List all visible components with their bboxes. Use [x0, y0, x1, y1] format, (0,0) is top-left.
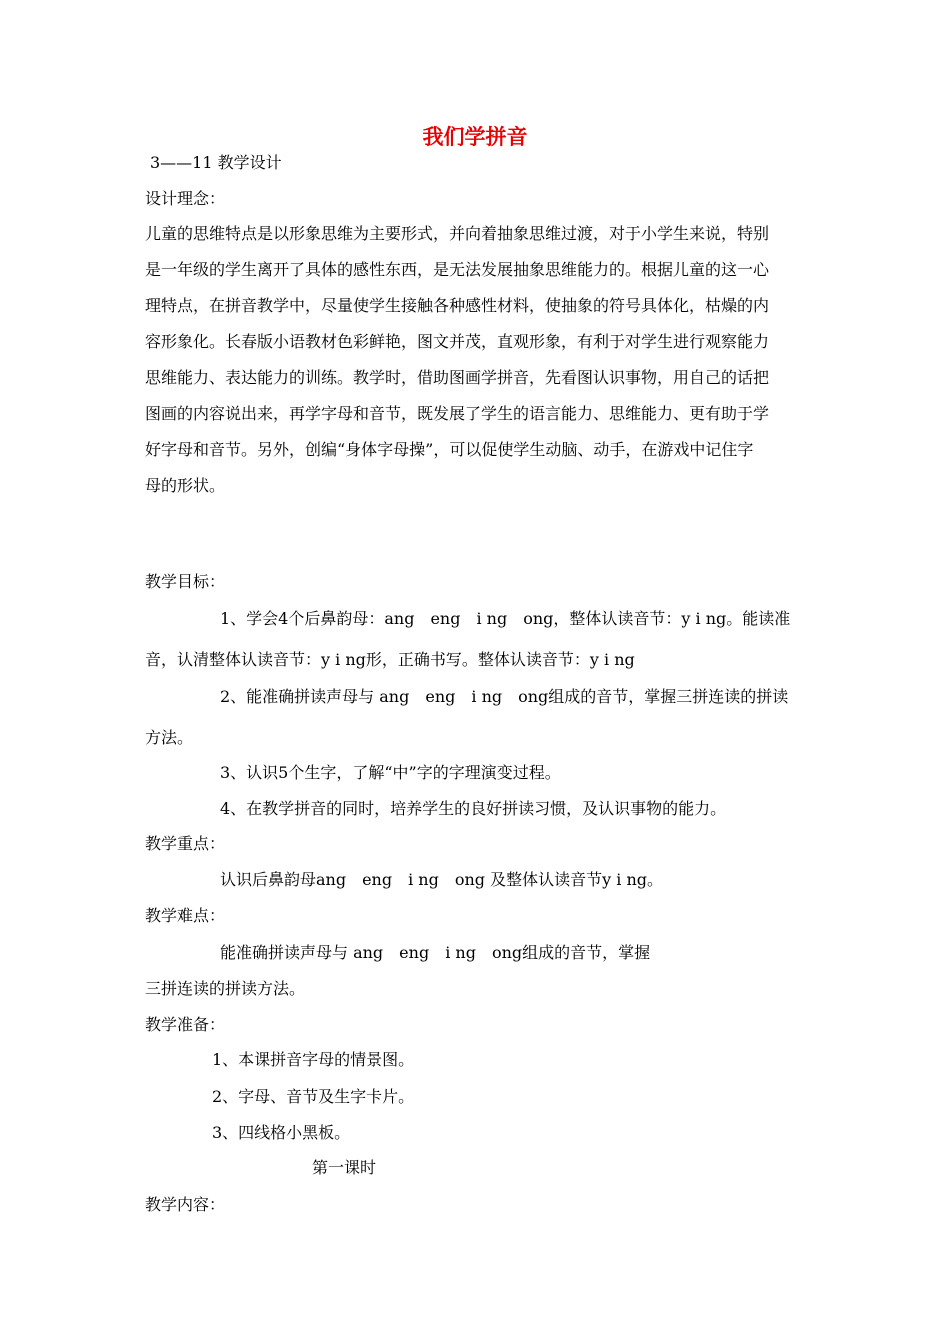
goal-item-2-line-1: 2、能准确拼读声母与 ang eng i ng ong组成的音节，掌握三拼连读的拼读	[220, 687, 789, 706]
lesson-heading: 第一课时	[312, 1158, 377, 1177]
concept-line: 好字母和音节。另外，创编“身体字母操”，可以促使学生动脑、动手，在游戏中记住字	[145, 440, 754, 459]
document-title: 我们学拼音	[422, 125, 528, 149]
goal-item-2-line-2: 方法。	[145, 728, 194, 747]
preparation-item: 3、四线格小黑板。	[212, 1123, 351, 1142]
difficulty-heading: 教学难点：	[145, 906, 226, 925]
concept-line: 儿童的思维特点是以形象思维为主要形式，并向着抽象思维过渡，对于小学生来说，特别	[145, 224, 770, 243]
concept-line: 容形象化。长春版小语教材色彩鲜艳，图文并茂，直观形象，有利于对学生进行观察能力	[145, 332, 770, 351]
key-points-heading: 教学重点：	[145, 834, 226, 853]
goal-item-4: 4、在教学拼音的同时，培养学生的良好拼读习惯，及认识事物的能力。	[220, 799, 727, 818]
goal-item-1-line-1: 1、学会4个后鼻韵母：ang eng i ng ong，整体认读音节：y i ng。能读准	[220, 609, 791, 628]
concept-line: 图画的内容说出来，再学字母和音节，既发展了学生的语言能力、思维能力、更有助于学	[145, 404, 770, 423]
concept-line: 是一年级的学生离开了具体的感性东西，是无法发展抽象思维能力的。根据儿童的这一心	[145, 260, 770, 279]
difficulty-text-line-2: 三拼连读的拼读方法。	[145, 979, 306, 998]
goal-item-1-line-2: 音，认清整体认读音节：y i ng形，正确书写。整体认读音节：y i ng	[145, 650, 635, 669]
concept-line: 理特点，在拼音教学中，尽量使学生接触各种感性材料，使抽象的符号具体化，枯燥的内	[145, 296, 770, 315]
concept-line: 思维能力、表达能力的训练。教学时，借助图画学拼音，先看图认识事物，用自己的话把	[145, 368, 770, 387]
goals-heading: 教学目标：	[145, 572, 226, 591]
concept-line: 母的形状。	[145, 476, 226, 495]
key-points-text: 认识后鼻韵母ang eng i ng ong 及整体认读音节y i ng。	[220, 870, 663, 889]
preparation-item: 1、本课拼音字母的情景图。	[212, 1050, 415, 1069]
lesson-subtitle: 3——11 教学设计	[150, 153, 282, 172]
preparation-item: 2、字母、音节及生字卡片。	[212, 1087, 415, 1106]
concept-heading: 设计理念：	[145, 189, 226, 208]
concept-paragraph	[145, 216, 807, 504]
goal-item-3: 3、认识5个生字，了解“中”字的字理演变过程。	[220, 763, 561, 782]
preparation-heading: 教学准备：	[145, 1015, 226, 1034]
difficulty-text-line-1: 能准确拼读声母与 ang eng i ng ong组成的音节，掌握	[220, 943, 651, 962]
content-heading: 教学内容：	[145, 1195, 226, 1214]
